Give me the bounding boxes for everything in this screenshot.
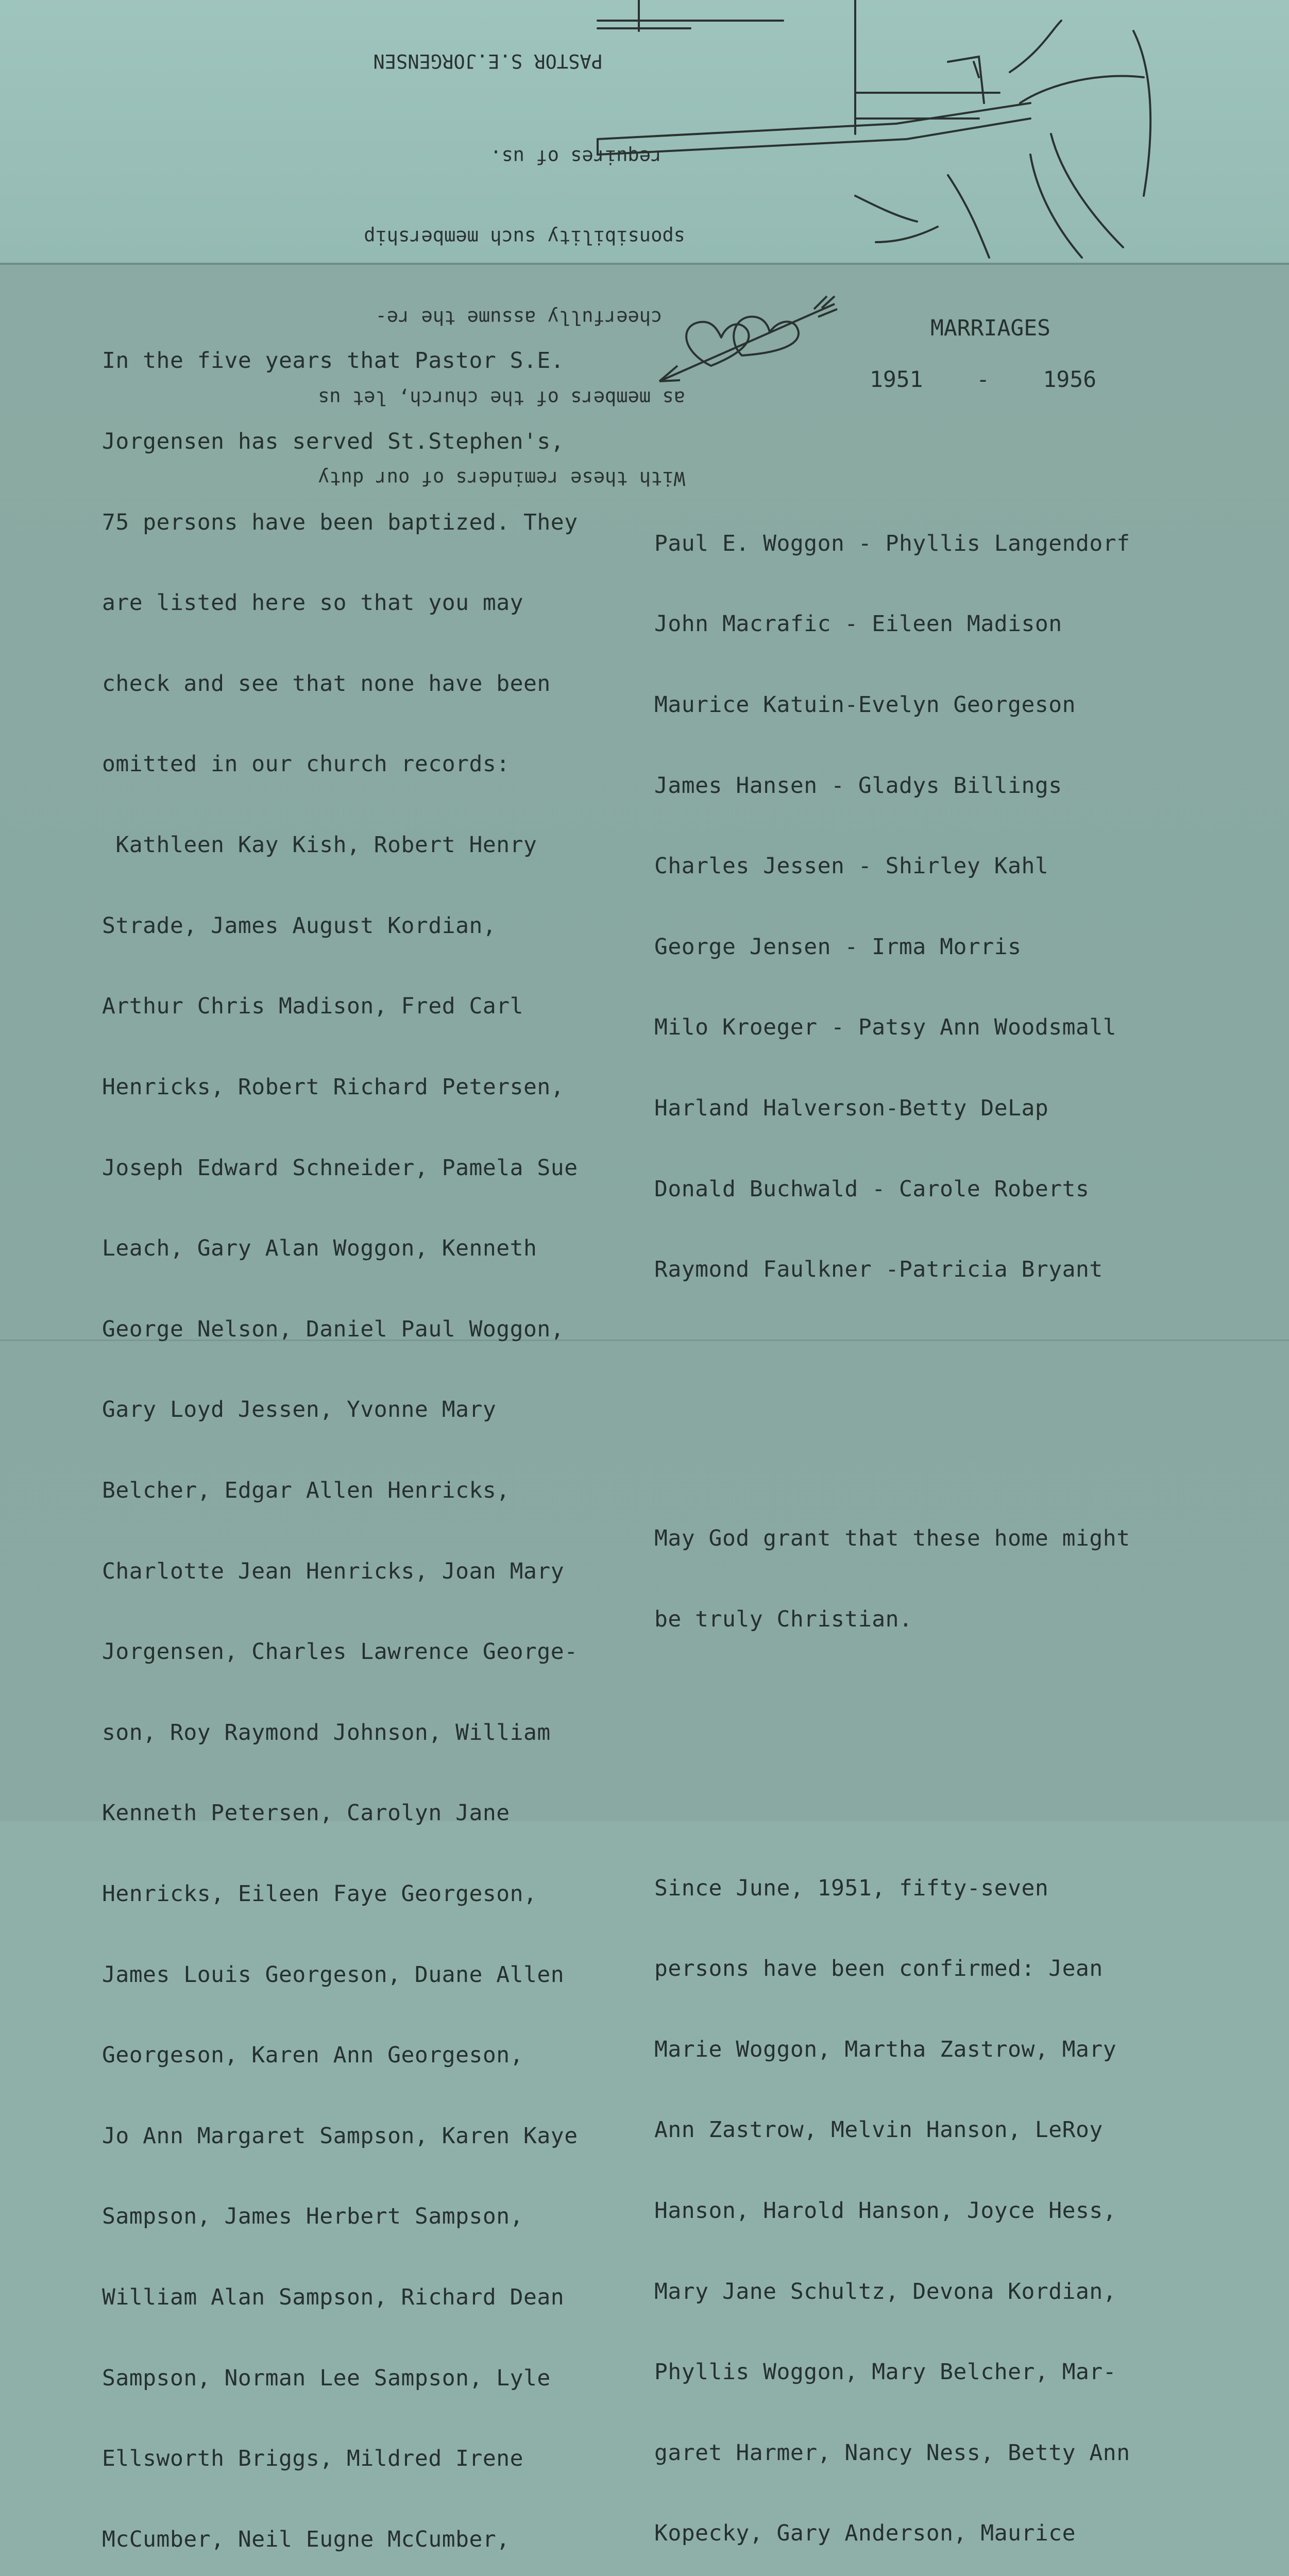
marriages-list: [654, 476, 1221, 1337]
marriages-years: 1951 - 1956: [870, 367, 1097, 393]
marriage-couple: Donald Buchwald - Carole Roberts: [654, 1176, 1090, 1202]
text-line: Marie Woggon, Martha Zastrow, Mary: [654, 2036, 1117, 2062]
marriage-couple: Raymond Faulkner -Patricia Bryant: [654, 1257, 1103, 1283]
text-line: Leach, Gary Alan Woggon, Kenneth: [102, 1235, 537, 1262]
text-line: In the five years that Pastor S.E.: [102, 348, 565, 374]
text-line: Kopecky, Gary Anderson, Maurice: [654, 2520, 1076, 2547]
marriage-couple: Paul E. Woggon - Phyllis Langendorf: [654, 530, 1130, 556]
text-line: are listed here so that you may: [102, 590, 524, 616]
text-line: George Nelson, Daniel Paul Woggon,: [102, 1316, 565, 1342]
text-line: Phyllis Woggon, Mary Belcher, Mar-: [654, 2359, 1117, 2385]
text-line: Kenneth Petersen, Carolyn Jane: [102, 1800, 510, 1826]
marriage-couple: Maurice Katuin-Evelyn Georgeson: [654, 692, 1076, 718]
text-line: Gary Loyd Jessen, Yvonne Mary: [102, 1397, 497, 1423]
two-hearts-arrow-icon: [649, 294, 845, 407]
marriage-couple: George Jensen - Irma Morris: [654, 934, 1022, 960]
text-line: be truly Christian.: [654, 1606, 913, 1632]
note-line: cheerfully assume the re-: [375, 307, 685, 329]
right-column: [654, 422, 1221, 2576]
note-line: requires of us.: [490, 146, 685, 168]
baptisms-column: [102, 294, 653, 2576]
text-line: William Alan Sampson, Richard Dean: [102, 2284, 565, 2311]
text-line: Strade, James August Kordian,: [102, 912, 497, 939]
pastor-signature: PASTOR S.E.JORGENSEN: [373, 50, 603, 72]
marriage-blessing: [654, 1471, 1221, 1687]
text-line: son, Roy Raymond Johnson, William: [102, 1719, 551, 1745]
marriage-couple: James Hansen - Gladys Billings: [654, 772, 1062, 799]
marriage-couple: John Macrafic - Eileen Madison: [654, 611, 1062, 637]
text-line: garet Harmer, Nancy Ness, Betty Ann: [654, 2439, 1130, 2466]
text-line: Joseph Edward Schneider, Pamela Sue: [102, 1155, 578, 1181]
text-line: Jo Ann Margaret Sampson, Karen Kaye: [102, 2123, 578, 2149]
text-line: James Louis Georgeson, Duane Allen: [102, 1961, 565, 1988]
text-line: Kathleen Kay Kish, Robert Henry: [102, 832, 537, 858]
text-line: 75 persons have been baptized. They: [102, 509, 578, 535]
text-line: Jorgensen, Charles Lawrence George-: [102, 1639, 578, 1665]
text-line: Charlotte Jean Henricks, Joan Mary: [102, 1558, 565, 1584]
text-line: Georgeson, Karen Ann Georgeson,: [102, 2042, 524, 2069]
text-line: McCumber, Neil Eugne McCumber,: [102, 2526, 510, 2552]
text-line: Belcher, Edgar Allen Henricks,: [102, 1477, 510, 1503]
marriage-couple: Charles Jessen - Shirley Kahl: [654, 853, 1049, 879]
marriages-heading: MARRIAGES: [930, 315, 1050, 341]
text-line: Henricks, Eileen Faye Georgeson,: [102, 1880, 537, 1907]
note-line: sponsibility such membership: [364, 226, 685, 248]
marriage-couple: Milo Kroeger - Patsy Ann Woodsmall: [654, 1014, 1117, 1041]
text-line: Henricks, Robert Richard Petersen,: [102, 1074, 565, 1100]
note-line: With these reminders of our duty: [318, 467, 685, 489]
text-line: Hanson, Harold Hanson, Joyce Hess,: [654, 2198, 1117, 2224]
pulpit-sketch-icon: [587, 0, 1206, 263]
text-line: Sampson, James Herbert Sampson,: [102, 2204, 524, 2230]
text-line: Jorgensen has served St.Stephen's,: [102, 429, 565, 455]
text-line: Arthur Chris Madison, Fred Carl: [102, 993, 524, 1020]
text-line: Ann Zastrow, Melvin Hanson, LeRoy: [654, 2117, 1103, 2143]
text-line: check and see that none have been: [102, 670, 551, 697]
text-line: May God grant that these home might: [654, 1526, 1130, 1552]
text-line: Mary Jane Schultz, Devona Kordian,: [654, 2278, 1117, 2304]
marriage-couple: Harland Halverson-Betty DeLap: [654, 1095, 1049, 1122]
text-line: persons have been confirmed: Jean: [654, 1956, 1103, 1982]
note-line: as members of the church, let us: [318, 387, 685, 409]
confirmations-paragraph: [654, 1821, 1221, 2576]
text-line: omitted in our church records:: [102, 751, 510, 777]
text-line: Sampson, Norman Lee Sampson, Lyle: [102, 2365, 551, 2391]
text-line: Since June, 1951, fifty-seven: [654, 1875, 1049, 1901]
text-line: Ellsworth Briggs, Mildred Irene: [102, 2446, 524, 2472]
